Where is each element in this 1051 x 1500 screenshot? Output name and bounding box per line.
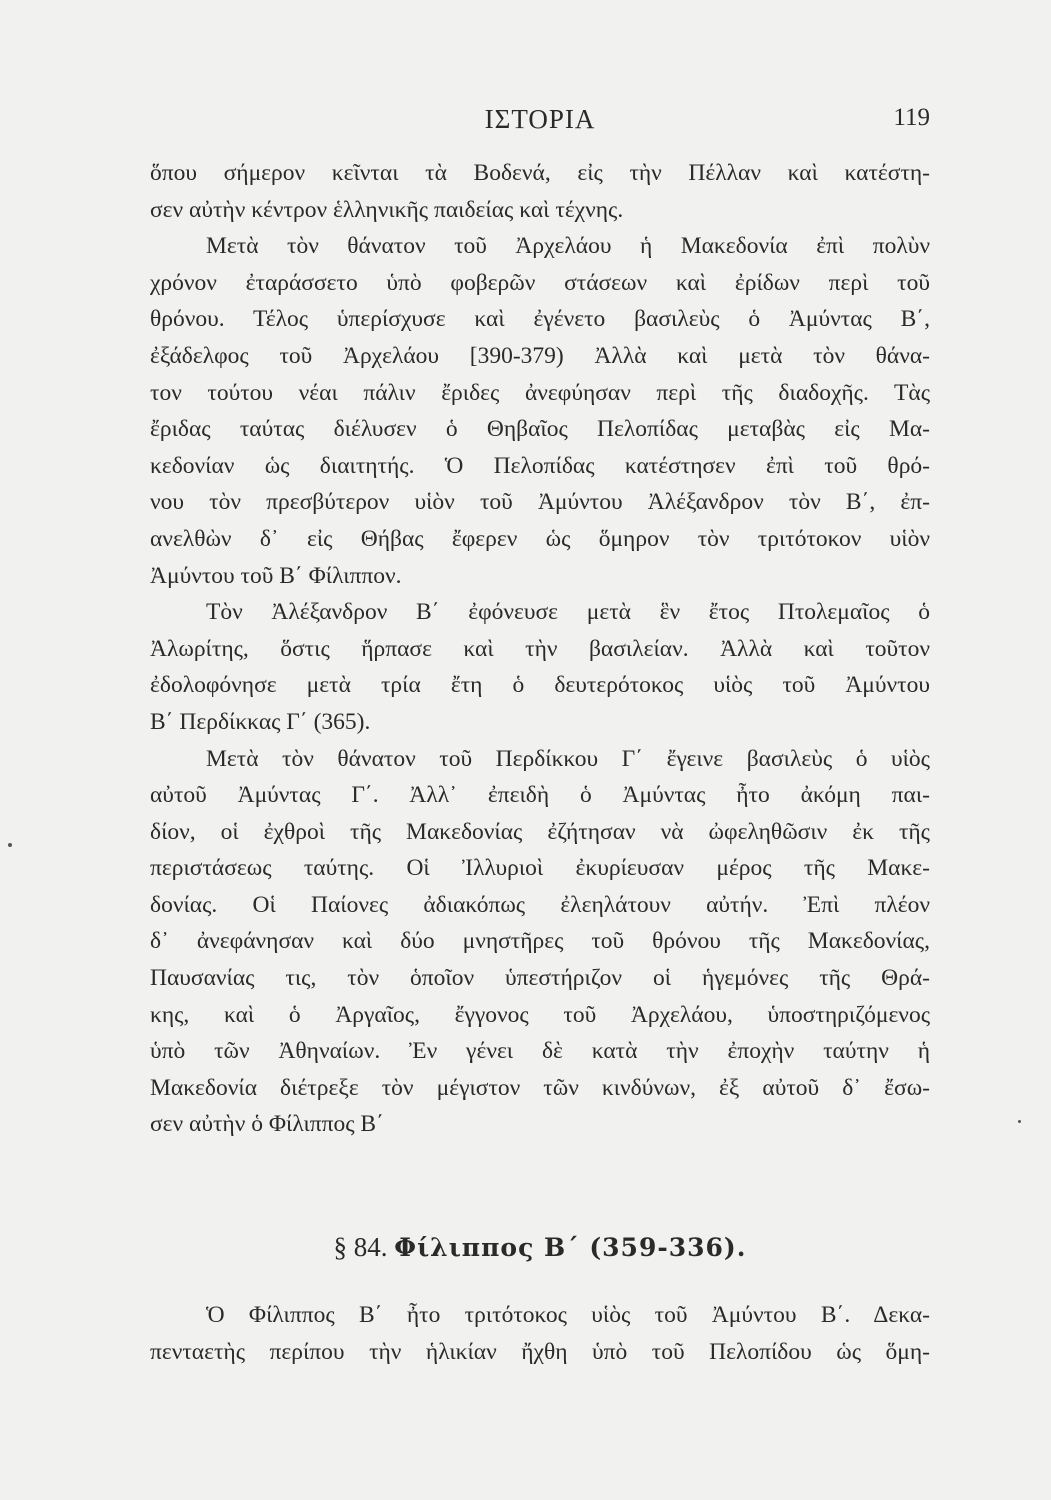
text-line: ὅπου σήμερον κεῖνται τὰ Βοδενά, εἰς τὴν Πέλλαν καὶ κατέστη- bbox=[150, 160, 930, 186]
text-line: Μακεδονία διέτρεξε τὸν μέγιστον τῶν κινδύνων, ἐξ αὐτοῦ δ᾽ ἔσω- bbox=[150, 1074, 930, 1101]
text-line: σεν αὐτὴν κέντρον ἑλληνικῆς παιδείας καὶ τέχνης. bbox=[150, 196, 624, 223]
text-line: Ἀλωρίτης, ὅστις ἥρπασε καὶ τὴν βασιλείαν. Ἀλλὰ καὶ τοῦτον bbox=[150, 635, 930, 662]
text-line: θρόνου. Τέλος ὑπερίσχυσε καὶ ἐγένετο βασιλεὺς ὁ Ἀμύντας Β΄, bbox=[150, 306, 930, 333]
text-line: κεδονίαν ὡς διαιτητής. Ὁ Πελοπίδας κατέστησεν ἐπὶ τοῦ θρό- bbox=[150, 452, 930, 479]
text-line: Μετὰ τὸν θάνατον τοῦ Ἀρχελάου ἡ Μακεδονία ἐπὶ πολὺν bbox=[206, 233, 930, 260]
text-line: δίον, οἱ ἐχθροὶ τῆς Μακεδονίας ἐζήτησαν νὰ ὠφεληθῶσιν ἐκ τῆς bbox=[150, 818, 930, 845]
section-number: § 84. bbox=[333, 1232, 388, 1262]
body-text-block bbox=[150, 155, 930, 1143]
text-line: περιστάσεως ταύτης. Οἱ Ἰλλυριοὶ ἐκυρίευσαν μέρος τῆς Μακε- bbox=[150, 855, 930, 882]
text-line: νου τὸν πρεσβύτερον υἱὸν τοῦ Ἀμύντου Ἀλέξανδρον τὸν Β΄, ἐπ- bbox=[150, 489, 930, 516]
text-line: Τὸν Ἀλέξανδρον Β΄ ἐφόνευσε μετὰ ἓν ἔτος Πτολεμαῖος ὁ bbox=[206, 599, 930, 626]
text-line: Ἀμύντου τοῦ Β΄ Φίλιππον. bbox=[150, 562, 402, 589]
text-line: χρόνον ἐταράσσετο ὑπὸ φοβερῶν στάσεων καὶ ἐρίδων περὶ τοῦ bbox=[150, 269, 930, 296]
text-line: ἔριδας ταύτας διέλυσεν ὁ Θηβαῖος Πελοπίδας μεταβὰς εἰς Μα- bbox=[150, 416, 930, 443]
text-line: Παυσανίας τις, τὸν ὁποῖον ὑπεστήριζον οἱ ἡγεμόνες τῆς Θρά- bbox=[150, 965, 930, 992]
paper-speck bbox=[8, 843, 12, 847]
text-line: ἐδολοφόνησε μετὰ τρία ἔτη ὁ δευτερότοκος υἱὸς τοῦ Ἀμύντου bbox=[150, 672, 930, 699]
text-line: τον τούτου νέαι πάλιν ἔριδες ἀνεφύησαν περὶ τῆς διαδοχῆς. Τὰς bbox=[150, 379, 930, 406]
text-line: αὐτοῦ Ἀμύντας Γ΄. Ἀλλ᾽ ἐπειδὴ ὁ Ἀμύντας ἦτο ἀκόμη παι- bbox=[150, 782, 930, 809]
text-line: σεν αὐτὴν ὁ Φίλιππος Β΄ bbox=[150, 1111, 384, 1138]
text-line: ανελθὼν δ᾽ εἰς Θήβας ἔφερεν ὡς ὅμηρον τὸν τριτότοκον υἱὸν bbox=[150, 525, 930, 552]
text-line: ὑπὸ τῶν Ἀθηναίων. Ἐν γένει δὲ κατὰ τὴν ἐποχὴν ταύτην ἡ bbox=[150, 1038, 930, 1065]
text-line: Μετὰ τὸν θάνατον τοῦ Περδίκκου Γ΄ ἔγεινε βασιλεὺς ὁ υἱὸς bbox=[206, 745, 930, 772]
text-line: ἐξάδελφος τοῦ Ἀρχελάου [390-379) Ἀλλὰ καὶ μετὰ τὸν θάνα- bbox=[150, 342, 930, 369]
section-title: Φίλιππος Β΄ (359-336). bbox=[394, 1233, 747, 1262]
text-line: πενταετὴς περίπου τὴν ἡλικίαν ἤχθη ὑπὸ τοῦ Πελοπίδου ὡς ὅμη- bbox=[150, 1338, 930, 1365]
text-line: Ὁ Φίλιππος Β΄ ἦτο τριτότοκος υἱὸς τοῦ Ἀμύντου Β΄. Δεκα- bbox=[206, 1302, 930, 1328]
running-head bbox=[150, 100, 930, 140]
text-line: κης, καὶ ὁ Ἀργαῖος, ἔγγονος τοῦ Ἀρχελάου, ὑποστηριζόμενος bbox=[150, 1001, 930, 1028]
text-line: δ᾽ ἀνεφάνησαν καὶ δύο μνηστῆρες τοῦ θρόνου τῆς Μακεδονίας, bbox=[150, 928, 930, 955]
page-number: 119 bbox=[893, 104, 930, 131]
body-text-block-2 bbox=[150, 1297, 930, 1370]
section-heading bbox=[150, 1225, 930, 1269]
text-line: δονίας. Οἱ Παίονες ἀδιακόπως ἐλεηλάτουν αὐτήν. Ἐπὶ πλέον bbox=[150, 891, 930, 918]
running-head-title: ΙΣΤΟΡΙΑ bbox=[484, 104, 596, 134]
text-line: Β΄ Περδίκκας Γ΄ (365). bbox=[150, 708, 371, 735]
paper-speck bbox=[1018, 1120, 1021, 1123]
